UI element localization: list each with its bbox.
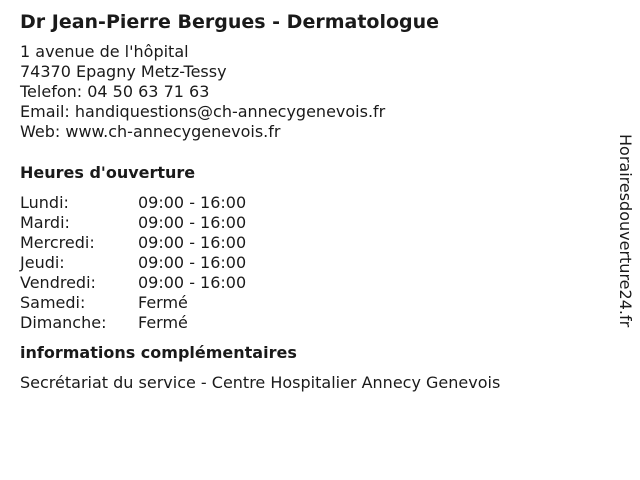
time-value: 09:00 - 16:00 — [138, 213, 247, 232]
web-line: Web: www.ch-annecygenevois.fr — [20, 122, 281, 141]
day-label: Mardi: — [20, 213, 70, 232]
day-label: Vendredi: — [20, 273, 96, 292]
time-value: 09:00 - 16:00 — [138, 253, 247, 272]
time-value: Fermé — [138, 313, 188, 332]
hours-row — [20, 193, 600, 213]
time-value: 09:00 - 16:00 — [138, 193, 247, 212]
hours-row — [20, 293, 600, 313]
time-value: 09:00 - 16:00 — [138, 233, 247, 252]
page-title: Dr Jean-Pierre Bergues - Dermatologue — [20, 11, 440, 33]
email-line: Email: handiquestions@ch-annecygenevois.fr — [20, 102, 386, 121]
address-line-1: 1 avenue de l'hôpital — [20, 42, 189, 61]
day-label: Dimanche: — [20, 313, 107, 332]
hours-row — [20, 313, 600, 333]
day-label: Jeudi: — [20, 253, 65, 272]
day-label: Samedi: — [20, 293, 86, 312]
site-watermark: Horairesdouverture24.fr — [616, 134, 635, 328]
listing-card — [20, 10, 600, 393]
hours-row — [20, 253, 600, 273]
day-label: Mercredi: — [20, 233, 95, 252]
time-value: Fermé — [138, 293, 188, 312]
day-label: Lundi: — [20, 193, 69, 212]
hours-row — [20, 233, 600, 253]
hours-row — [20, 273, 600, 293]
time-value: 09:00 - 16:00 — [138, 273, 247, 292]
hours-row — [20, 213, 600, 233]
hours-heading: Heures d'ouverture — [20, 163, 196, 182]
info-text: Secrétariat du service - Centre Hospitalier Annecy Genevois — [20, 373, 501, 392]
info-heading: informations complémentaires — [20, 343, 297, 362]
contact-block — [20, 42, 600, 142]
address-line-2: 74370 Epagny Metz-Tessy — [20, 62, 227, 81]
hours-table — [20, 193, 600, 333]
phone-line: Telefon: 04 50 63 71 63 — [20, 82, 210, 101]
